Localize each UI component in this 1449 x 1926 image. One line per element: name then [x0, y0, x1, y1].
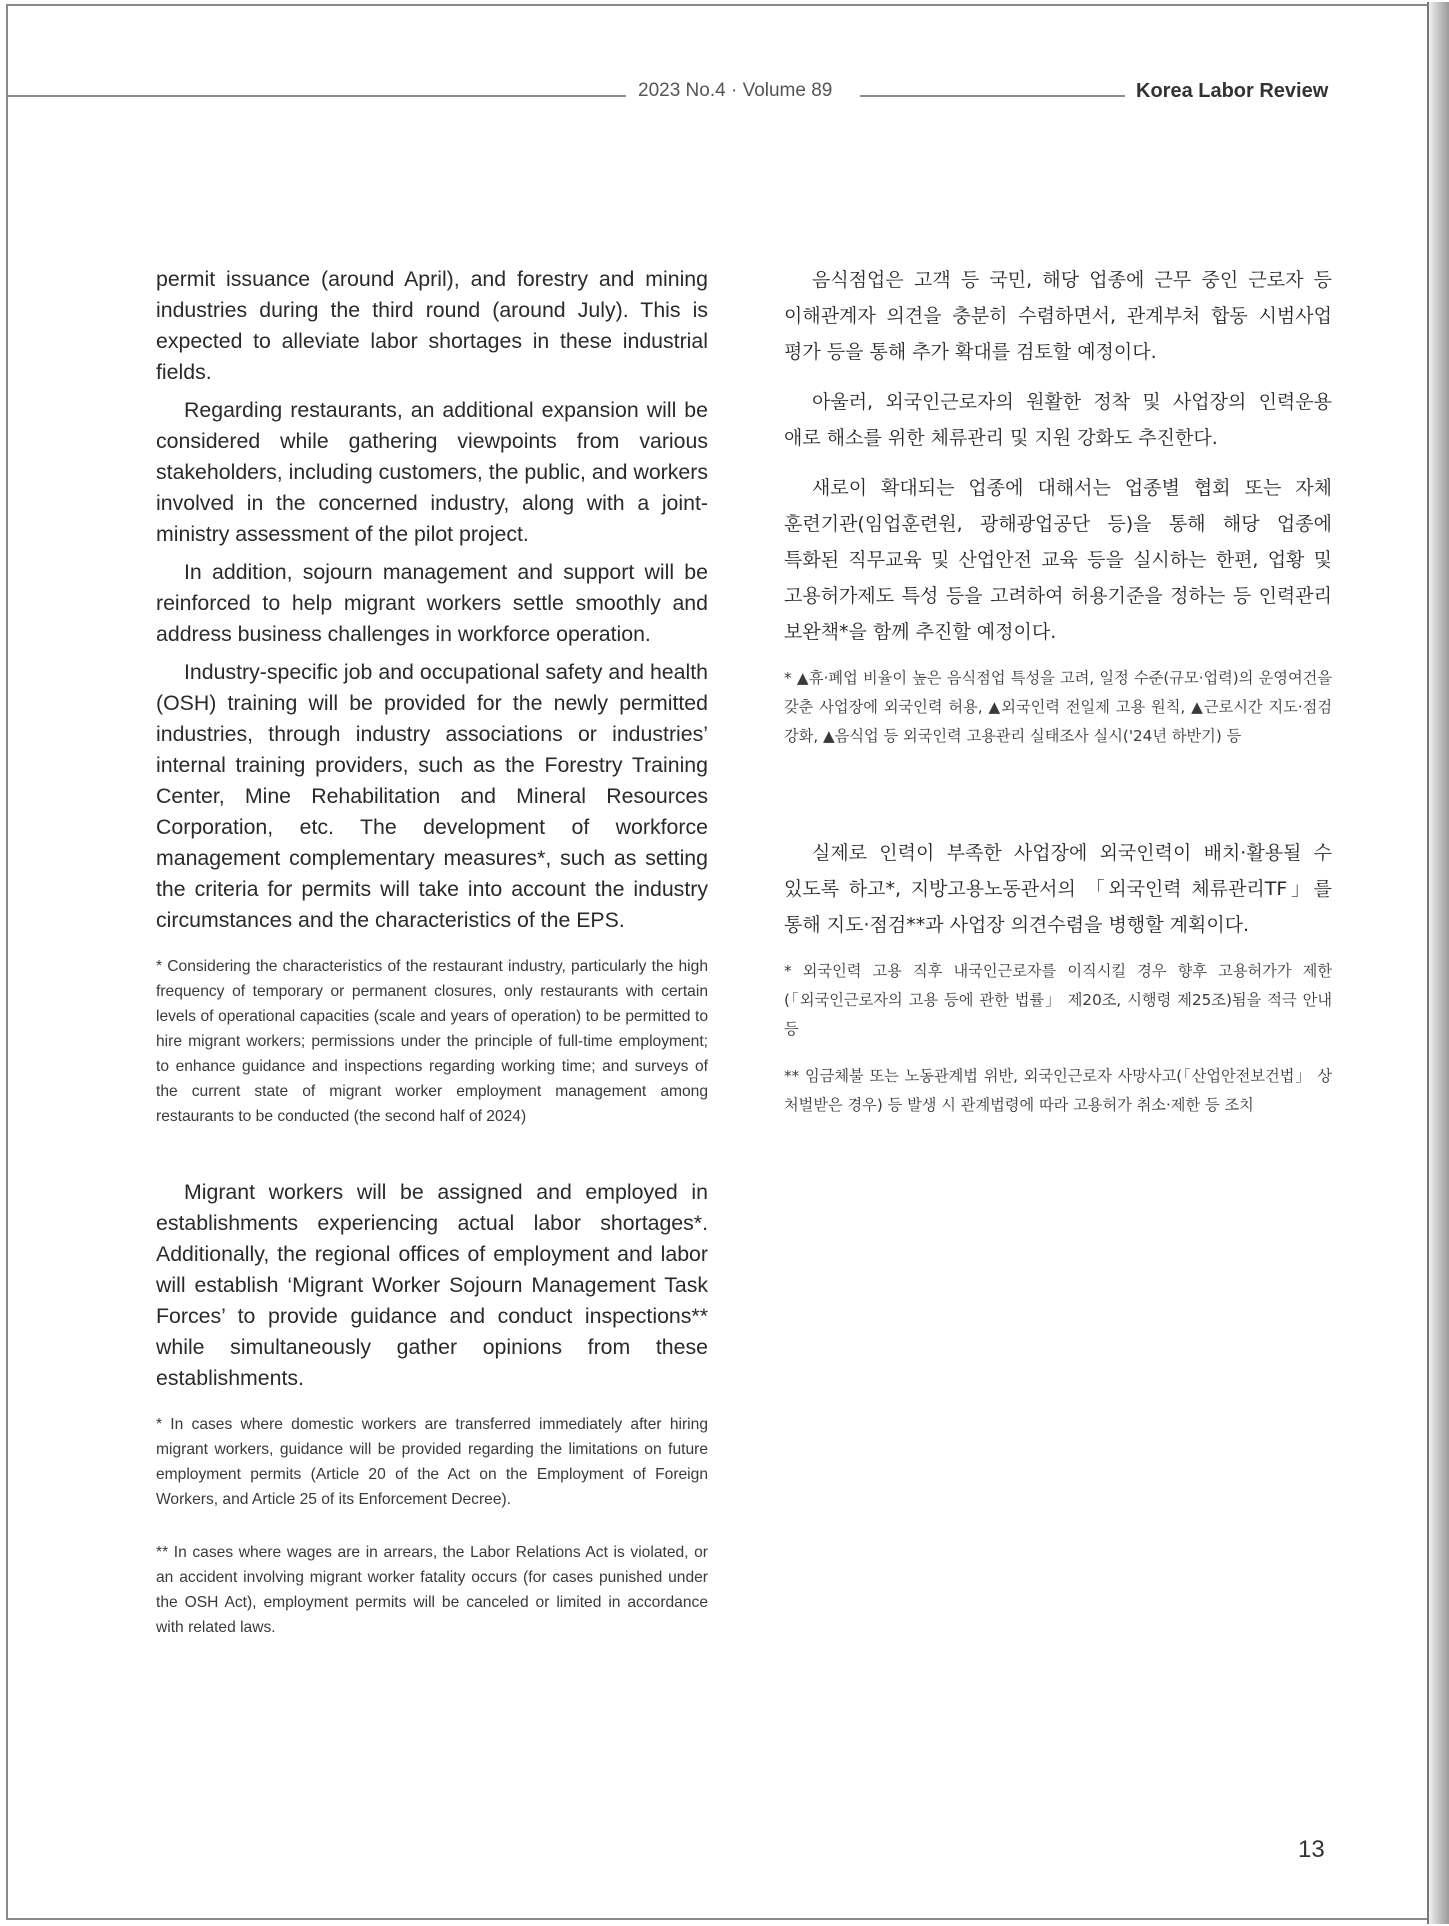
page-number: 13 [1298, 1836, 1325, 1863]
english-paragraph: Regarding restaurants, an additional expansion will be considered while gathering viewpoints from various stakeholders, including customers, the public, and workers involved in the concerned industry, along with a joint-ministry assessment of the pilot project. [156, 398, 708, 546]
issue-label: 2023 No.4 · Volume 89 [638, 80, 833, 101]
header-rule-middle [860, 95, 1125, 97]
english-paragraph: In addition, sojourn management and support will be reinforced to help migrant workers settle smoothly and address business challenges in workforce operation. [156, 560, 708, 646]
english-footnote: * Considering the characteristics of the restaurant industry, particularly the high frequency of temporary or permanent closures, only restaurants with certain levels of operational capacities (scale and years of operation) to be permitted to hire migrant workers; permissions under the principle of full-time employment; to enhance guidance and inspections regarding working time; and surveys of the current state of migrant worker employment management among restaurants to be conducted (the second half of 2024) [156, 958, 708, 1125]
korean-paragraph: 음식점업은 고객 등 국민, 해당 업종에 근무 중인 근로자 등 이해관계자 의견을 충분히 수렴하면서, 관계부처 합동 시범사업 평가 등을 통해 추가 확대를 검토할 예정이다. [784, 269, 1332, 363]
korean-footnote: * 외국인력 고용 직후 내국인근로자를 이직시킬 경우 향후 고용허가가 제한(「외국인근로자의 고용 등에 관한 법률」 제20조, 시행령 제25조)됨을 적극 안내 등 [784, 962, 1332, 1038]
korean-paragraph: 아울러, 외국인근로자의 원활한 정착 및 사업장의 인력운용 애로 해소를 위한 체류관리 및 지원 강화도 추진한다. [784, 391, 1332, 449]
english-paragraph: permit issuance (around April), and forestry and mining industries during the third round (around July). This is expected to alleviate labor shortages in these industrial fields. [156, 267, 708, 384]
page-stack-edge [1427, 2, 1449, 1924]
korean-column [784, 262, 1332, 1120]
korean-footnote: ** 임금체불 또는 노동관계법 위반, 외국인근로자 사망사고(「산업안전보건법」 상 처벌받은 경우) 등 발생 시 관계법령에 따라 고용허가 취소·제한 등 조치 [784, 1067, 1332, 1114]
document-page [6, 4, 1430, 1920]
korean-footnote: * ▲휴·폐업 비율이 높은 음식점업 특성을 고려, 일정 수준(규모·업력)의 운영여건을 갖춘 사업장에 외국인력 허용, ▲외국인력 전일제 고용 원칙, ▲근로시간 지도·점검 강화, ▲음식업 등 외국인력 고용관리 실태조사 실시('24년 하반기) 등 [784, 669, 1332, 745]
header-rule-left [8, 95, 626, 97]
korean-paragraph: 실제로 인력이 부족한 사업장에 외국인력이 배치·활용될 수 있도록 하고*, 지방고용노동관서의 「외국인력 체류관리TF」를 통해 지도·점검**과 사업장 의견수렴을 병행할 계획이다. [784, 842, 1332, 936]
journal-title: Korea Labor Review [1136, 80, 1329, 102]
running-header [8, 80, 1432, 110]
english-column [156, 264, 708, 1640]
english-footnote: * In cases where domestic workers are transferred immediately after hiring migrant workers, guidance will be provided regarding the limitations on future employment permits (Article 20 of the Act on the Employment of Foreign Workers, and Article 25 of its Enforcement Decree). [156, 1416, 708, 1508]
english-paragraph: Migrant workers will be assigned and employed in establishments experiencing actual labor shortages*. Additionally, the regional offices of employment and labor will establish ‘Migrant Worker Sojourn Management Task Forces’ to provide guidance and conduct inspections** while simultaneously gather opinions from these establishments. [156, 1180, 708, 1390]
korean-paragraph: 새로이 확대되는 업종에 대해서는 업종별 협회 또는 자체 훈련기관(임업훈련원, 광해광업공단 등)을 통해 해당 업종에 특화된 직무교육 및 산업안전 교육 등을 실시하는 한편, 업황 및 고용허가제도 특성 등을 고려하여 허용기준을 정하는 등 인력관리 보완책*을 함께 추진할 예정이다. [784, 477, 1332, 643]
english-footnote: ** In cases where wages are in arrears, the Labor Relations Act is violated, or an accident involving migrant worker fatality occurs (for cases punished under the OSH Act), employment permits will be canceled or limited in accordance with related laws. [156, 1544, 708, 1636]
english-paragraph: Industry-specific job and occupational safety and health (OSH) training will be provided for the newly permitted industries, through industry associations or industries’ internal training providers, such as the Forestry Training Center, Mine Rehabilitation and Mineral Resources Corporation, etc. The development of workforce management complementary measures*, such as setting the criteria for permits will take into account the industry circumstances and the characteristics of the EPS. [156, 660, 708, 932]
